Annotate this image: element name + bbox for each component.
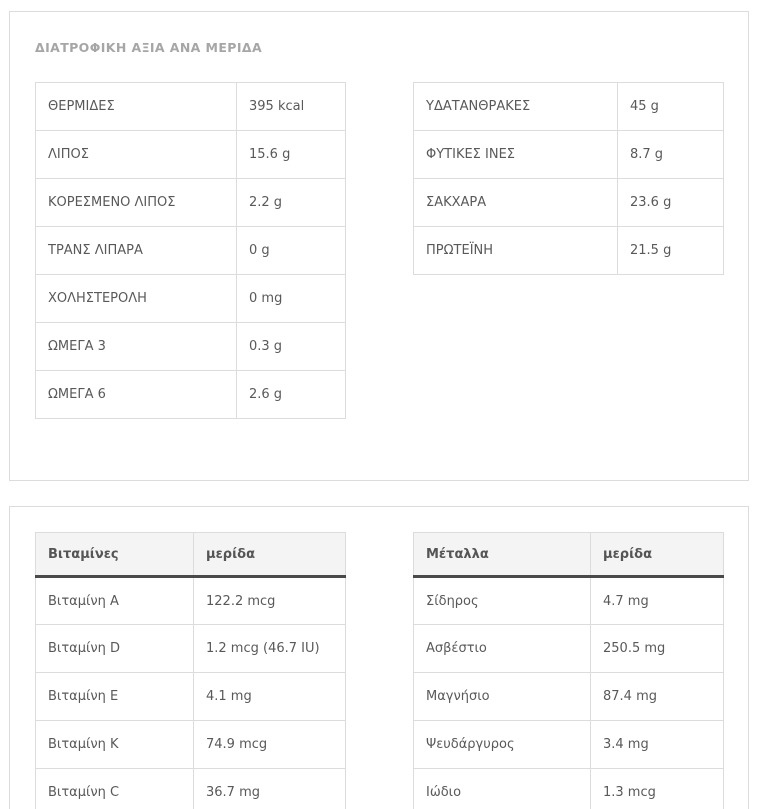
nutrient-label: ΩΜΕΓΑ 6 — [36, 371, 237, 419]
table-row — [36, 371, 346, 419]
column-header: Μέταλλα — [414, 533, 591, 577]
column-header: μερίδα — [194, 533, 346, 577]
table-row — [36, 673, 346, 721]
vitamins-minerals-card — [9, 506, 749, 809]
nutrient-value: 8.7 g — [618, 131, 724, 179]
nutrient-value: 2.6 g — [237, 371, 346, 419]
nutrition-table-left — [35, 82, 346, 419]
vitamin-label: Βιταμίνη D — [36, 625, 194, 673]
mineral-value: 250.5 mg — [591, 625, 724, 673]
mineral-value: 4.7 mg — [591, 577, 724, 625]
nutrition-table-right — [413, 82, 724, 275]
nutrient-value: 45 g — [618, 83, 724, 131]
column-header: μερίδα — [591, 533, 724, 577]
nutrient-label: ΥΔΑΤΑΝΘΡΑΚΕΣ — [414, 83, 618, 131]
nutrient-value: 15.6 g — [237, 131, 346, 179]
mineral-label: Σίδηρος — [414, 577, 591, 625]
table-row — [36, 721, 346, 769]
vitamin-label: Βιταμίνη E — [36, 673, 194, 721]
nutrition-title: ΔΙΑΤΡΟΦΙΚΗ ΑΞΙΑ ΑΝΑ ΜΕΡΙΔΑ — [35, 40, 263, 55]
table-row — [414, 625, 724, 673]
vitamin-value: 4.1 mg — [194, 673, 346, 721]
nutrient-value: 0 mg — [237, 275, 346, 323]
mineral-value: 87.4 mg — [591, 673, 724, 721]
nutrition-card — [9, 11, 749, 481]
vitamin-value: 36.7 mg — [194, 769, 346, 809]
nutrient-value: 2.2 g — [237, 179, 346, 227]
mineral-label: Ψευδάργυρος — [414, 721, 591, 769]
table-header-row — [36, 533, 346, 577]
table-row — [36, 577, 346, 625]
column-header: Βιταμίνες — [36, 533, 194, 577]
table-row — [36, 131, 346, 179]
table-row — [36, 179, 346, 227]
table-row — [414, 227, 724, 275]
nutrient-label: ΧΟΛΗΣΤΕΡΟΛΗ — [36, 275, 237, 323]
nutrient-value: 0.3 g — [237, 323, 346, 371]
mineral-value: 1.3 mcg — [591, 769, 724, 809]
vitamin-label: Βιταμίνη C — [36, 769, 194, 809]
vitamins-table — [35, 532, 346, 809]
vitamin-label: Βιταμίνη A — [36, 577, 194, 625]
nutrient-value: 21.5 g — [618, 227, 724, 275]
mineral-label: Ιώδιο — [414, 769, 591, 809]
minerals-table — [413, 532, 724, 809]
nutrient-label: ΣΑΚΧΑΡΑ — [414, 179, 618, 227]
table-row — [414, 721, 724, 769]
table-row — [414, 577, 724, 625]
table-row — [36, 769, 346, 809]
nutrient-value: 395 kcal — [237, 83, 346, 131]
mineral-label: Ασβέστιο — [414, 625, 591, 673]
nutrient-value: 23.6 g — [618, 179, 724, 227]
nutrient-label: ΤΡΑΝΣ ΛΙΠΑΡΑ — [36, 227, 237, 275]
table-row — [414, 673, 724, 721]
mineral-value: 3.4 mg — [591, 721, 724, 769]
table-row — [36, 227, 346, 275]
vitamin-value: 1.2 mcg (46.7 IU) — [194, 625, 346, 673]
table-row — [36, 323, 346, 371]
nutrient-label: ΦΥΤΙΚΕΣ ΙΝΕΣ — [414, 131, 618, 179]
nutrient-label: ΘΕΡΜΙΔΕΣ — [36, 83, 237, 131]
table-row — [414, 131, 724, 179]
nutrient-value: 0 g — [237, 227, 346, 275]
table-row — [36, 83, 346, 131]
table-header-row — [414, 533, 724, 577]
table-row — [414, 179, 724, 227]
nutrient-label: ΠΡΩΤΕΪΝΗ — [414, 227, 618, 275]
nutrient-label: ΛΙΠΟΣ — [36, 131, 237, 179]
nutrient-label: ΩΜΕΓΑ 3 — [36, 323, 237, 371]
mineral-label: Μαγνήσιο — [414, 673, 591, 721]
vitamin-label: Βιταμίνη K — [36, 721, 194, 769]
nutrient-label: ΚΟΡΕΣΜΕΝΟ ΛΙΠΟΣ — [36, 179, 237, 227]
vitamin-value: 122.2 mcg — [194, 577, 346, 625]
table-row — [36, 275, 346, 323]
table-row — [414, 83, 724, 131]
table-row — [36, 625, 346, 673]
table-row — [414, 769, 724, 809]
vitamin-value: 74.9 mcg — [194, 721, 346, 769]
